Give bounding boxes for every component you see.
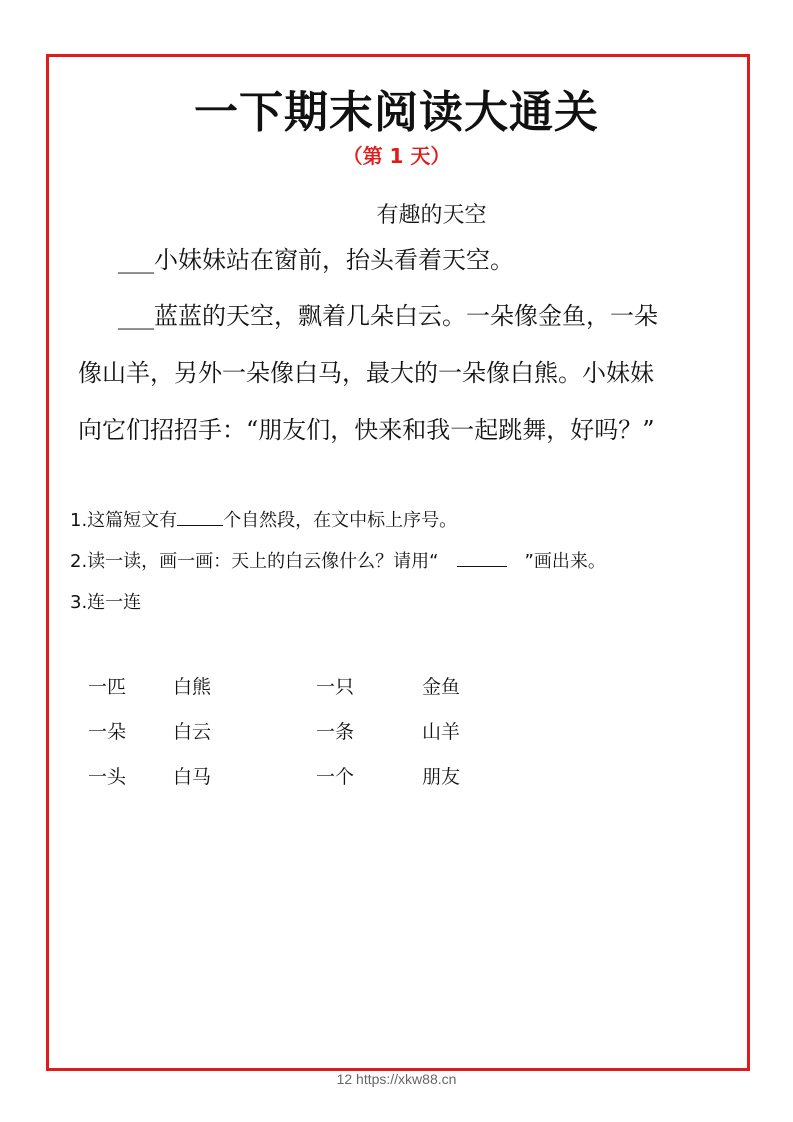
match-row-2-measure-a: 一朵 [88,721,127,743]
underline-sample [457,565,507,567]
day-label: （第 1 天） [342,144,451,168]
match-row-2-noun-d: 山羊 [422,721,461,743]
match-row-1-measure-a: 一匹 [88,676,127,698]
passage-paragraph-2-line-2: 像山羊，另外一朵像白马，最大的一朵像白熊。小妹妹 [78,359,654,387]
question-2-suffix: ”画出来。 [524,551,606,572]
answer-blank[interactable] [177,524,223,526]
question-1-prefix: 1.这篇短文有 [70,510,178,531]
passage-paragraph-1: ___小妹妹站在窗前，抬头看着天空。 [118,246,514,274]
question-2-prefix: 2.读一读，画一画：天上的白云像什么？请用“ [70,551,439,572]
match-row-2-noun-b: 白云 [173,721,212,743]
question-1-suffix: 个自然段，在文中标上序号。 [223,510,458,531]
match-row-1-noun-d: 金鱼 [422,676,461,698]
passage-title: 有趣的天空 [376,203,487,228]
passage-paragraph-2-line-1: ___蓝蓝的天空，飘着几朵白云。一朵像金鱼，一朵 [118,302,658,330]
match-row-1-measure-c: 一只 [316,676,355,698]
passage-paragraph-2-line-3: 向它们招招手：“朋友们，快来和我一起跳舞，好吗？” [78,416,655,444]
question-1 [70,506,457,532]
match-row-3-noun-b: 白马 [173,766,212,788]
page-footer: 12 https://xkw88.cn [336,1071,457,1087]
match-row-3-noun-d: 朋友 [422,766,461,788]
question-2 [70,547,606,573]
page-title: 一下期末阅读大通关 [194,87,599,138]
question-3: 3.连一连 [70,592,142,613]
match-row-2-measure-c: 一条 [316,721,355,743]
match-row-3-measure-c: 一个 [316,766,355,788]
match-row-1-noun-b: 白熊 [173,676,212,698]
match-row-3-measure-a: 一头 [88,766,127,788]
